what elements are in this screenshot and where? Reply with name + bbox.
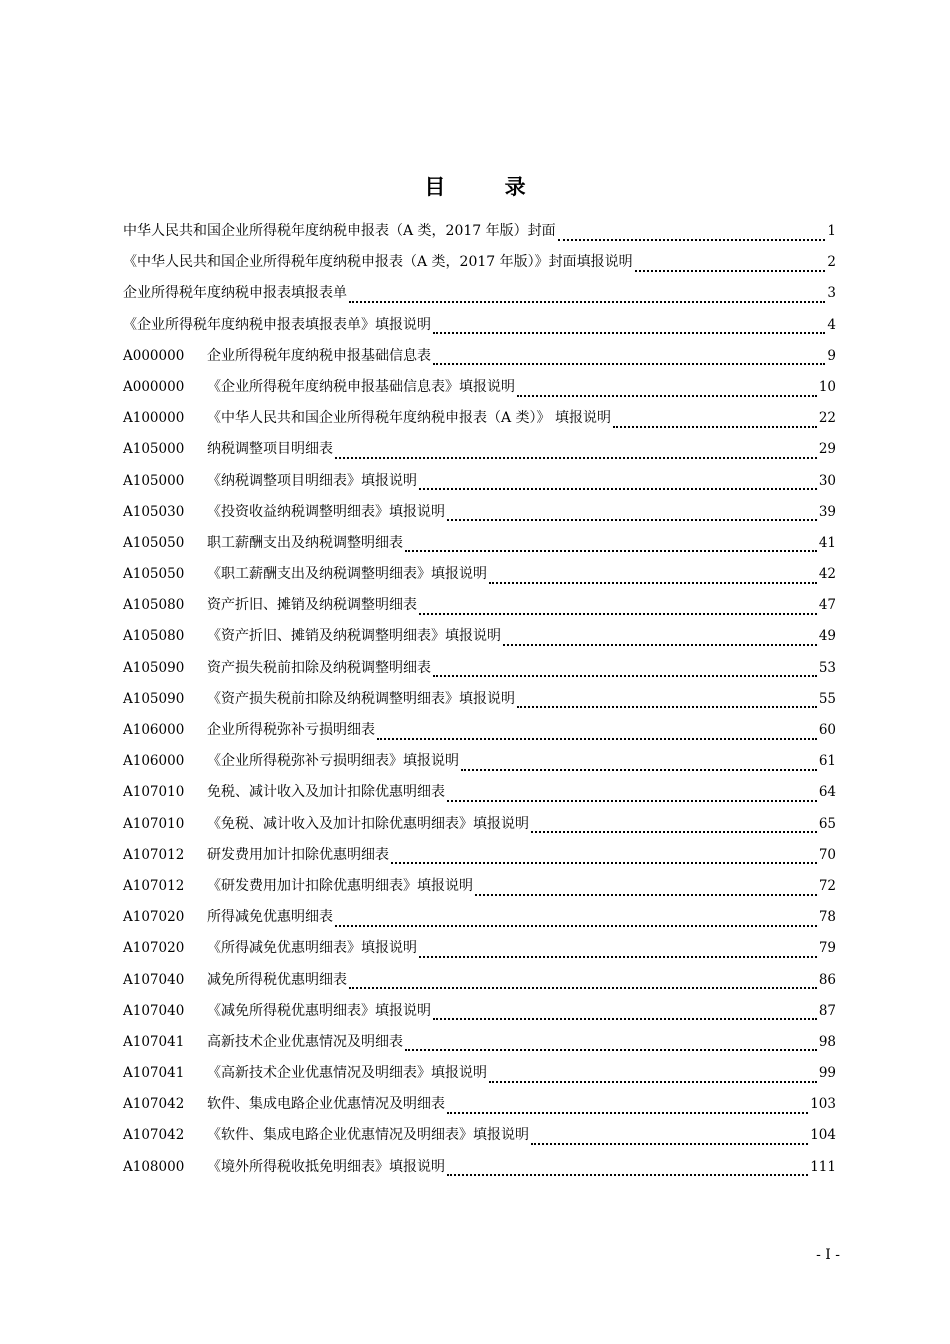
toc-entry-label: 高新技术企业优惠情况及明细表	[207, 1033, 403, 1050]
toc-entry-label: 《投资收益纳税调整明细表》填报说明	[207, 503, 445, 520]
toc-entry-page: 4	[827, 316, 836, 333]
toc-dot-leader	[391, 847, 817, 867]
toc-entry-page: 98	[818, 1033, 836, 1050]
toc-entry-code: A107042	[123, 1096, 185, 1113]
toc-entry-label: 《境外所得税收抵免明细表》填报说明	[207, 1158, 445, 1175]
toc-entry-code: A105090	[123, 659, 185, 676]
toc-entry-page: 87	[818, 1002, 836, 1019]
toc-entry-code: A100000	[123, 410, 185, 427]
toc-entry-label: 《资产折旧、摊销及纳税调整明细表》填报说明	[207, 628, 501, 645]
toc-dot-leader	[419, 941, 817, 961]
toc-entry-code: A106000	[123, 753, 185, 770]
toc-entry[interactable]	[123, 715, 836, 746]
toc-dot-leader	[349, 286, 825, 306]
toc-entry[interactable]	[123, 653, 836, 684]
toc-entry-code: A107040	[123, 1002, 185, 1019]
toc-entry-code: A106000	[123, 722, 185, 738]
toc-entry[interactable]	[123, 278, 836, 309]
toc-entry-label: 《企业所得税年度纳税申报基础信息表》填报说明	[207, 378, 515, 395]
toc-entry[interactable]	[123, 933, 836, 964]
toc-dot-leader	[447, 1159, 808, 1179]
toc-entry[interactable]	[123, 341, 836, 372]
toc-entry-page: 41	[818, 534, 836, 551]
toc-entry[interactable]	[123, 809, 836, 840]
toc-entry-label: 《研发费用加计扣除优惠明细表》填报说明	[207, 877, 473, 894]
toc-entry[interactable]	[123, 372, 836, 403]
toc-dot-leader	[635, 255, 826, 275]
toc-entry[interactable]	[123, 996, 836, 1027]
toc-dot-leader	[531, 1128, 808, 1148]
toc-entry-page: 47	[818, 597, 836, 614]
toc-dot-leader	[531, 816, 817, 836]
toc-entry-label: 《软件、集成电路企业优惠情况及明细表》填报说明	[207, 1127, 529, 1144]
toc-entry-page: 60	[818, 722, 836, 738]
toc-entry-code: A105000	[123, 441, 185, 458]
toc-entry-label: 《职工薪酬支出及纳税调整明细表》填报说明	[207, 566, 487, 583]
toc-entry-page: 104	[810, 1127, 836, 1144]
toc-entry[interactable]	[123, 1027, 836, 1058]
toc-entry-page: 65	[818, 815, 836, 832]
toc-entry-code: A107042	[123, 1127, 185, 1144]
toc-dot-leader	[433, 317, 825, 337]
toc-entry[interactable]	[123, 310, 836, 341]
toc-dot-leader	[335, 910, 817, 930]
toc-entry-code: A107020	[123, 909, 185, 926]
toc-entry-code: A107012	[123, 846, 185, 863]
toc-entry-code: A107040	[123, 971, 185, 988]
toc-entry-code: A105080	[123, 628, 185, 645]
toc-entry[interactable]	[123, 902, 836, 933]
toc-entry-page: 2	[827, 254, 836, 271]
toc-dot-leader	[405, 1034, 817, 1054]
toc-entry-page: 72	[818, 877, 836, 894]
toc-entry-label: 免税、减计收入及加计扣除优惠明细表	[207, 784, 445, 801]
toc-dot-leader	[475, 879, 817, 899]
toc-entry-page: 64	[818, 784, 836, 801]
toc-entry-label: 资产损失税前扣除及纳税调整明细表	[207, 659, 431, 676]
toc-entry[interactable]	[123, 746, 836, 777]
toc-entry-page: 3	[827, 285, 836, 302]
toc-entry[interactable]	[123, 497, 836, 528]
toc-entry-code: A108000	[123, 1158, 185, 1175]
toc-entry-code: A107041	[123, 1065, 185, 1082]
toc-entry[interactable]	[123, 965, 836, 996]
toc-dot-leader	[489, 1066, 817, 1086]
toc-entry-page: 86	[818, 971, 836, 988]
toc-entry-code: A105000	[123, 472, 185, 489]
toc-entry-page: 10	[818, 378, 836, 395]
toc-entry-label: 《免税、减计收入及加计扣除优惠明细表》填报说明	[207, 815, 529, 832]
toc-entry[interactable]	[123, 777, 836, 808]
toc-entry-label: 资产折旧、摊销及纳税调整明细表	[207, 597, 417, 614]
page-number: - I -	[816, 1247, 840, 1263]
toc-entry-code: A105090	[123, 690, 185, 707]
toc-entry[interactable]	[123, 1152, 836, 1183]
toc-entry-label: 纳税调整项目明细表	[207, 441, 333, 458]
toc-entry[interactable]	[123, 528, 836, 559]
toc-entry[interactable]	[123, 216, 836, 247]
toc-entry-page: 39	[818, 503, 836, 520]
toc-entry-code: A107012	[123, 877, 185, 894]
toc-title: 目 录	[424, 174, 552, 199]
toc-entry[interactable]	[123, 621, 836, 652]
toc-entry[interactable]	[123, 1058, 836, 1089]
toc-entry[interactable]	[123, 1089, 836, 1120]
toc-entry-code: A107010	[123, 815, 185, 832]
toc-entry-code: A107041	[123, 1033, 185, 1050]
toc-entry-label: 中华人民共和国企业所得税年度纳税申报表（A 类，2017 年版）封面	[123, 223, 556, 239]
toc-dot-leader	[447, 1097, 808, 1117]
toc-entry[interactable]	[123, 840, 836, 871]
toc-entry-label: 企业所得税年度纳税申报基础信息表	[207, 347, 431, 364]
toc-dot-leader	[405, 535, 817, 555]
toc-dot-leader	[433, 348, 825, 368]
toc-entry-page: 61	[818, 753, 836, 770]
toc-dot-leader	[377, 723, 817, 743]
toc-entry-page: 79	[818, 940, 836, 957]
toc-entry-code: A107020	[123, 940, 185, 957]
toc-entry[interactable]	[123, 403, 836, 434]
toc-dot-leader	[517, 691, 817, 711]
toc-dot-leader	[447, 785, 817, 805]
toc-dot-leader	[558, 224, 826, 244]
toc-dot-leader	[503, 629, 817, 649]
toc-entry[interactable]	[123, 559, 836, 590]
toc-entry-label: 所得减免优惠明细表	[207, 909, 333, 926]
toc-dot-leader	[447, 504, 817, 524]
toc-entry-code: A105030	[123, 503, 185, 520]
toc-list	[123, 216, 836, 1183]
toc-dot-leader	[419, 473, 817, 493]
toc-entry[interactable]	[123, 466, 836, 497]
toc-entry-label: 《中华人民共和国企业所得税年度纳税申报表（A 类）》 填报说明	[207, 410, 612, 427]
toc-dot-leader	[517, 380, 817, 400]
toc-entry-code: A000000	[123, 378, 185, 395]
toc-entry-label: 企业所得税弥补亏损明细表	[207, 722, 375, 738]
toc-entry-code: A000000	[123, 347, 185, 364]
toc-entry-page: 49	[818, 628, 836, 645]
toc-entry-code: A107010	[123, 784, 185, 801]
toc-entry-page: 111	[810, 1158, 836, 1175]
toc-dot-leader	[419, 598, 817, 618]
toc-entry-label: 《中华人民共和国企业所得税年度纳税申报表（A 类，2017 年版）》封面填报说明	[123, 254, 633, 271]
toc-entry-page: 78	[818, 909, 836, 926]
toc-entry-page: 55	[818, 690, 836, 707]
toc-entry-page: 42	[818, 566, 836, 583]
toc-dot-leader	[335, 442, 817, 462]
toc-entry-page: 30	[818, 472, 836, 489]
toc-entry-code: A105050	[123, 534, 185, 551]
toc-entry[interactable]	[123, 1120, 836, 1151]
toc-entry-page: 22	[818, 410, 836, 427]
toc-entry[interactable]	[123, 684, 836, 715]
toc-entry-page: 103	[810, 1096, 836, 1113]
toc-entry[interactable]	[123, 247, 836, 278]
toc-entry-page: 29	[818, 441, 836, 458]
toc-entry-label: 职工薪酬支出及纳税调整明细表	[207, 534, 403, 551]
toc-entry-page: 9	[827, 347, 836, 364]
toc-entry-label: 《纳税调整项目明细表》填报说明	[207, 472, 417, 489]
toc-entry-label: 软件、集成电路企业优惠情况及明细表	[207, 1096, 445, 1113]
toc-entry-label: 《所得减免优惠明细表》填报说明	[207, 940, 417, 957]
toc-dot-leader	[489, 567, 817, 587]
toc-entry-page: 70	[818, 846, 836, 863]
toc-entry[interactable]	[123, 871, 836, 902]
toc-entry-code: A105050	[123, 566, 185, 583]
toc-dot-leader	[433, 660, 817, 680]
toc-entry-label: 《高新技术企业优惠情况及明细表》填报说明	[207, 1065, 487, 1082]
toc-entry-label: 《资产损失税前扣除及纳税调整明细表》填报说明	[207, 690, 515, 707]
toc-entry[interactable]	[123, 434, 836, 465]
toc-entry-label: 研发费用加计扣除优惠明细表	[207, 846, 389, 863]
toc-entry-page: 99	[818, 1065, 836, 1082]
toc-entry-label: 《减免所得税优惠明细表》填报说明	[207, 1002, 431, 1019]
toc-entry-code: A105080	[123, 597, 185, 614]
toc-entry-label: 《企业所得税年度纳税申报表填报表单》填报说明	[123, 316, 431, 333]
toc-entry-label: 减免所得税优惠明细表	[207, 971, 347, 988]
toc-dot-leader	[433, 1003, 817, 1023]
toc-entry-page: 1	[827, 223, 836, 239]
toc-dot-leader	[461, 754, 817, 774]
toc-entry-page: 53	[818, 659, 836, 676]
toc-entry[interactable]	[123, 590, 836, 621]
toc-dot-leader	[613, 411, 817, 431]
toc-dot-leader	[349, 972, 817, 992]
toc-entry-label: 《企业所得税弥补亏损明细表》填报说明	[207, 753, 459, 770]
toc-entry-label: 企业所得税年度纳税申报表填报表单	[123, 285, 347, 302]
